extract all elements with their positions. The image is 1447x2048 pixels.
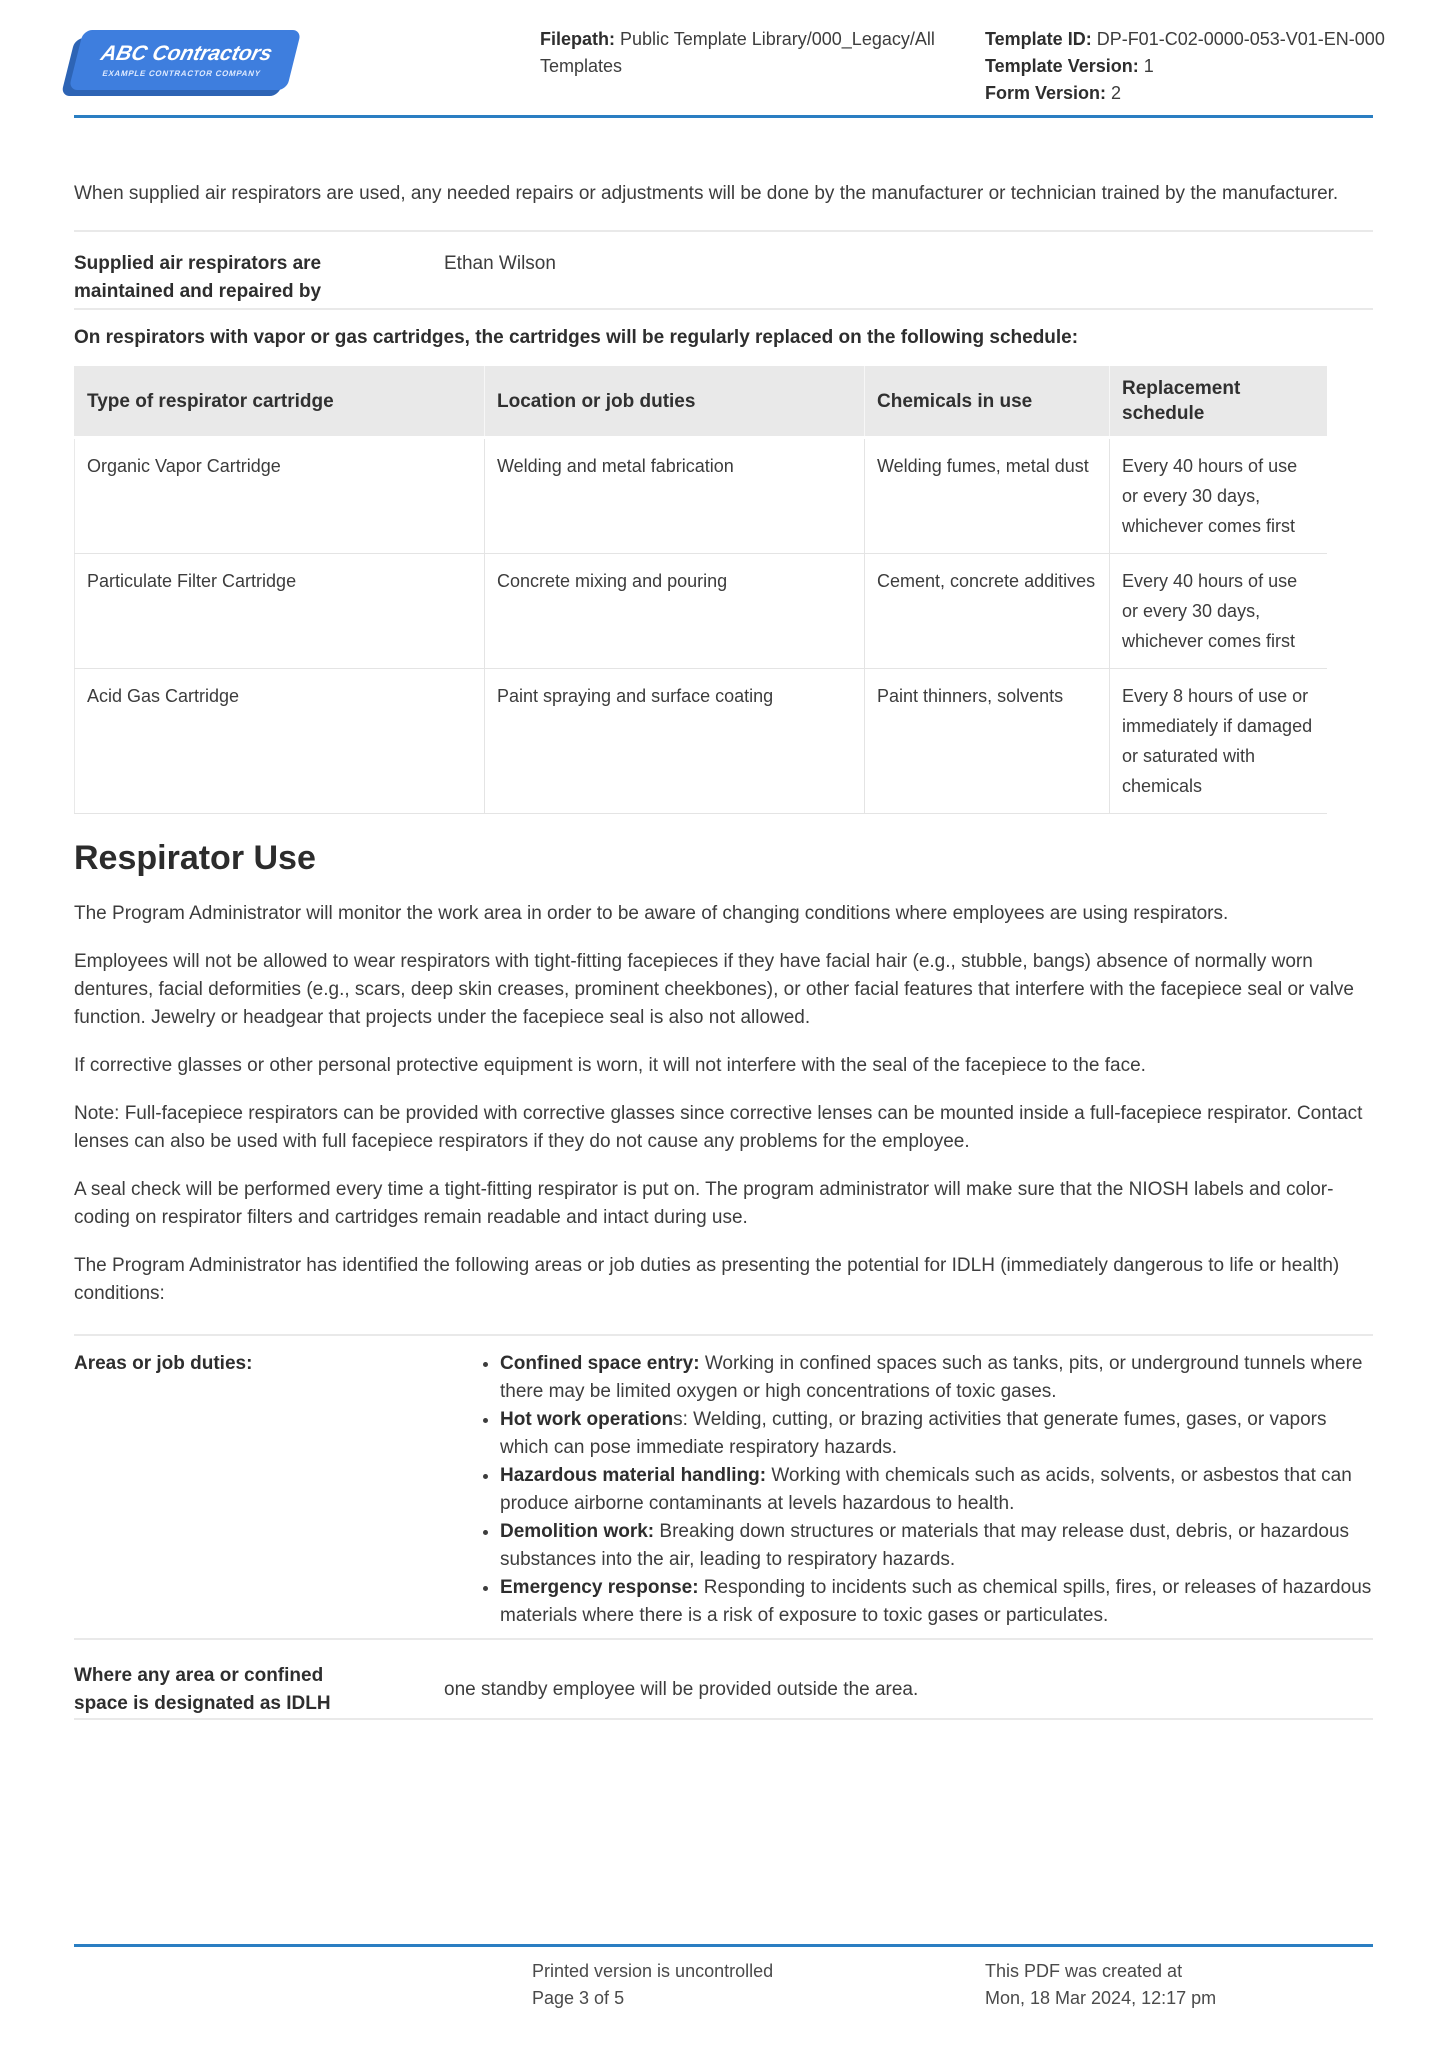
form-version-label: Form Version: [985, 83, 1107, 103]
filepath-meta [540, 26, 980, 80]
cell-schedule: Every 40 hours of use or every 30 days, whichever comes first [1110, 438, 1328, 554]
template-id-label: Template ID: [985, 29, 1092, 49]
idlh-areas-list [444, 1350, 1373, 1630]
footer-divider-rule [74, 1944, 1373, 1947]
list-item-term: Demolition work: [500, 1521, 655, 1542]
list-item-description: Working in confined spaces such as tanks, pits, or underground tunnels where there may be limited oxygen or high concentrations of toxic gases. [500, 1353, 1363, 1402]
list-item-description: s: Welding, cutting, or brazing activities that generate fumes, gases, or vapors which can pose immediate respiratory hazards. [500, 1409, 1327, 1458]
cell-cartridge-type: Acid Gas Cartridge [75, 669, 485, 814]
standby-field-row [74, 1640, 1373, 1718]
logo-badge [69, 30, 302, 90]
cell-location: Paint spraying and surface coating [485, 669, 865, 814]
page-title: Respirator Use [74, 839, 316, 877]
list-item-description: Breaking down structures or materials that may release dust, debris, or hazardous substances into the air, leading to respiratory hazards. [500, 1521, 1350, 1570]
body-paragraph: Note: Full-facepiece respirators can be provided with corrective glasses since corrective lenses can be mounted inside a full-facepiece respirator. Contact lenses can also be used with full facepiece respirators if they do not cause any problems for the employee. [74, 1103, 1363, 1152]
template-version-row [985, 53, 1385, 80]
body-paragraph: Employees will not be allowed to wear respirators with tight-fitting facepieces if they have facial hair (e.g., stubble, bangs) absence of normally worn dentures, facial deformities (e.g., scars, deep skin creases, prominent cheekbones), or other facial features that interfere with the facepiece seal or valve function. Jewelry or headgear that projects under the facepiece seal is also not allowed. [74, 951, 1354, 1028]
cell-cartridge-type: Particulate Filter Cartridge [75, 554, 485, 669]
cell-cartridge-type: Organic Vapor Cartridge [75, 438, 485, 554]
cartridge-table [74, 366, 1327, 814]
form-version-row [985, 80, 1385, 107]
maintainer-field-row [74, 232, 1373, 308]
footer-created-at-timestamp: Mon, 18 Mar 2024, 12:17 pm [985, 1988, 1217, 2008]
intro-paragraph: When supplied air respirators are used, any needed repairs or adjustments will be done by the manufacturer or technician trained by the manufacturer. [74, 183, 1339, 204]
maintainer-field-value: Ethan Wilson [444, 253, 556, 274]
body-paragraph: The Program Administrator will monitor the work area in order to be aware of changing conditions where employees are using respirators. [74, 903, 1229, 924]
table-row [75, 554, 1328, 669]
footer-page-number: Page 3 of 5 [532, 1988, 625, 2008]
list-item [500, 1462, 1373, 1518]
filepath-value: Public Template Library/000_Legacy/All Templates [540, 29, 935, 76]
cell-chemicals: Welding fumes, metal dust [865, 438, 1110, 554]
list-item [500, 1574, 1373, 1630]
idlh-areas-field-row [74, 1336, 1373, 1638]
cartridge-schedule-intro: On respirators with vapor or gas cartridges, the cartridges will be regularly replaced on the following schedule: [74, 327, 1079, 348]
filepath-label: Filepath: [540, 29, 615, 49]
footer-right-block [985, 1958, 1216, 2012]
page-footer [74, 1944, 1373, 2044]
table-header-row [75, 366, 1328, 438]
list-item-term: Emergency response: [500, 1577, 699, 1598]
template-id-row [985, 26, 1385, 53]
idlh-areas-value [444, 1350, 1373, 1630]
body-paragraph: If corrective glasses or other personal protective equipment is worn, it will not interfere with the seal of the facepiece to the face. [74, 1055, 1146, 1076]
logo-company-name: ABC Contractors [98, 41, 275, 65]
list-item-term: Confined space entry: [500, 1353, 700, 1374]
template-version-value: 1 [1138, 56, 1154, 76]
list-item-term: Hazardous material handling: [500, 1465, 767, 1486]
table-row [75, 438, 1328, 554]
cell-location: Welding and metal fabrication [485, 438, 865, 554]
section-divider [74, 308, 1373, 310]
page-header [74, 0, 1385, 118]
column-header-chemicals: Chemicals in use [865, 366, 1110, 438]
list-item-description: Working with chemicals such as acids, solvents, or asbestos that can produce airborne contaminants at levels hazardous to health. [500, 1465, 1352, 1514]
cartridge-table-container [74, 366, 1327, 814]
template-id-value: DP-F01-C02-0000-053-V01-EN-000 [1091, 29, 1385, 49]
idlh-areas-label: Areas or job duties: [74, 1353, 253, 1374]
form-version-value: 2 [1106, 83, 1122, 103]
maintainer-field-label: Supplied air respirators are maintained and repaired by [74, 253, 322, 302]
cell-chemicals: Paint thinners, solvents [865, 669, 1110, 814]
cell-location: Concrete mixing and pouring [485, 554, 865, 669]
list-item-term: Hot work operation [500, 1409, 674, 1430]
template-meta [985, 26, 1385, 107]
list-item [500, 1406, 1373, 1462]
body-paragraph: The Program Administrator has identified the following areas or job duties as presenting the potential for IDLH (immediately dangerous to life or health) conditions: [74, 1255, 1340, 1304]
header-divider-rule [74, 115, 1373, 118]
standby-field-value: one standby employee will be provided outside the area. [444, 1679, 919, 1700]
section-divider [74, 1718, 1373, 1720]
table-row [75, 669, 1328, 814]
column-header-location: Location or job duties [485, 366, 865, 438]
list-item [500, 1350, 1373, 1406]
footer-uncontrolled-note: Printed version is uncontrolled [532, 1961, 774, 1981]
template-version-label: Template Version: [985, 56, 1139, 76]
cell-chemicals: Cement, concrete additives [865, 554, 1110, 669]
footer-created-at-label: This PDF was created at [985, 1961, 1183, 1981]
body-paragraph: A seal check will be performed every time a tight-fitting respirator is put on. The program administrator will make sure that the NIOSH labels and color-coding on respirator filters and cartridges remain readable and intact during use. [74, 1179, 1334, 1228]
cell-schedule: Every 8 hours of use or immediately if damaged or saturated with chemicals [1110, 669, 1328, 814]
logo-company-tagline: EXAMPLE CONTRACTOR COMPANY [101, 68, 263, 78]
list-item-description: Responding to incidents such as chemical spills, fires, or releases of hazardous materials where there is a risk of exposure to toxic gases or particulates. [500, 1577, 1372, 1626]
column-header-cartridge-type: Type of respirator cartridge [75, 366, 485, 438]
column-header-schedule: Replacement schedule [1110, 366, 1328, 438]
standby-field-label: Where any area or confined space is designated as IDLH [74, 1665, 331, 1714]
cell-schedule: Every 40 hours of use or every 30 days, whichever comes first [1110, 554, 1328, 669]
company-logo [76, 30, 294, 94]
list-item [500, 1518, 1373, 1574]
footer-left-block [532, 1958, 773, 2012]
